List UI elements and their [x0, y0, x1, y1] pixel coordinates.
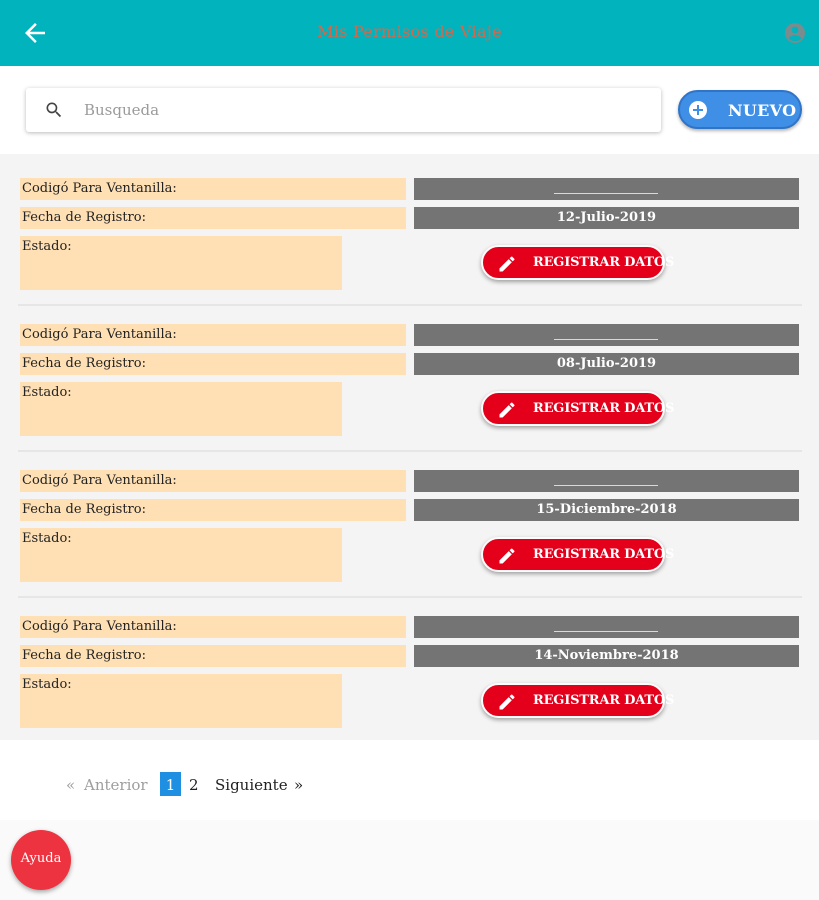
register-data-button[interactable] — [481, 537, 675, 572]
register-data-button[interactable] — [481, 245, 675, 280]
code-underline — [554, 339, 658, 340]
status-label: Estado: — [20, 674, 342, 728]
search-box[interactable] — [26, 88, 661, 132]
register-data-button[interactable] — [481, 391, 675, 426]
pencil-icon — [497, 692, 517, 712]
records-list — [0, 154, 819, 740]
status-label: Estado: — [20, 236, 342, 290]
code-value — [414, 616, 799, 638]
code-underline — [554, 485, 658, 486]
code-label: Codigó Para Ventanilla: — [20, 470, 406, 492]
code-value — [414, 324, 799, 346]
help-button[interactable]: Ayuda — [11, 830, 71, 890]
code-label: Codigó Para Ventanilla: — [20, 616, 406, 638]
app-header — [0, 0, 819, 66]
plus-circle-icon — [689, 101, 707, 119]
page-title: Mis Permisos de Viaje — [317, 22, 502, 41]
date-label: Fecha de Registro: — [20, 645, 406, 667]
record-card — [18, 306, 802, 452]
next-page-link[interactable]: Siguiente — [215, 776, 288, 794]
prev-page-link: Anterior — [84, 776, 148, 794]
register-data-label: REGISTRAR DATOS — [533, 693, 675, 708]
register-data-label: REGISTRAR DATOS — [533, 401, 675, 416]
date-value: 15-Diciembre-2018 — [414, 499, 799, 521]
record-card — [18, 598, 802, 744]
date-label: Fecha de Registro: — [20, 499, 406, 521]
page-2-link[interactable]: 2 — [189, 776, 199, 794]
record-card — [18, 160, 802, 306]
code-underline — [554, 631, 658, 632]
footer-area — [0, 820, 819, 900]
date-value: 08-Julio-2019 — [414, 353, 799, 375]
pencil-icon — [497, 546, 517, 566]
code-underline — [554, 193, 658, 194]
next-arrow[interactable]: » — [294, 776, 304, 794]
record-card — [18, 452, 802, 598]
register-data-label: REGISTRAR DATOS — [533, 255, 675, 270]
account-circle-icon[interactable] — [783, 21, 807, 45]
page-1-link[interactable]: 1 — [160, 772, 181, 796]
search-row — [0, 66, 819, 154]
date-label: Fecha de Registro: — [20, 353, 406, 375]
pencil-icon — [497, 254, 517, 274]
prev-arrow: « — [66, 776, 76, 794]
code-value — [414, 178, 799, 200]
status-label: Estado: — [20, 382, 342, 436]
code-label: Codigó Para Ventanilla: — [20, 178, 406, 200]
register-data-label: REGISTRAR DATOS — [533, 547, 675, 562]
date-value: 14-Noviembre-2018 — [414, 645, 799, 667]
pagination — [0, 740, 819, 820]
code-value — [414, 470, 799, 492]
code-label: Codigó Para Ventanilla: — [20, 324, 406, 346]
register-data-button[interactable] — [481, 683, 675, 718]
date-value: 12-Julio-2019 — [414, 207, 799, 229]
pencil-icon — [497, 400, 517, 420]
search-input[interactable] — [84, 98, 644, 122]
new-button[interactable] — [678, 90, 802, 129]
new-button-label: NUEVO — [728, 101, 797, 120]
date-label: Fecha de Registro: — [20, 207, 406, 229]
search-icon — [44, 100, 64, 120]
status-label: Estado: — [20, 528, 342, 582]
